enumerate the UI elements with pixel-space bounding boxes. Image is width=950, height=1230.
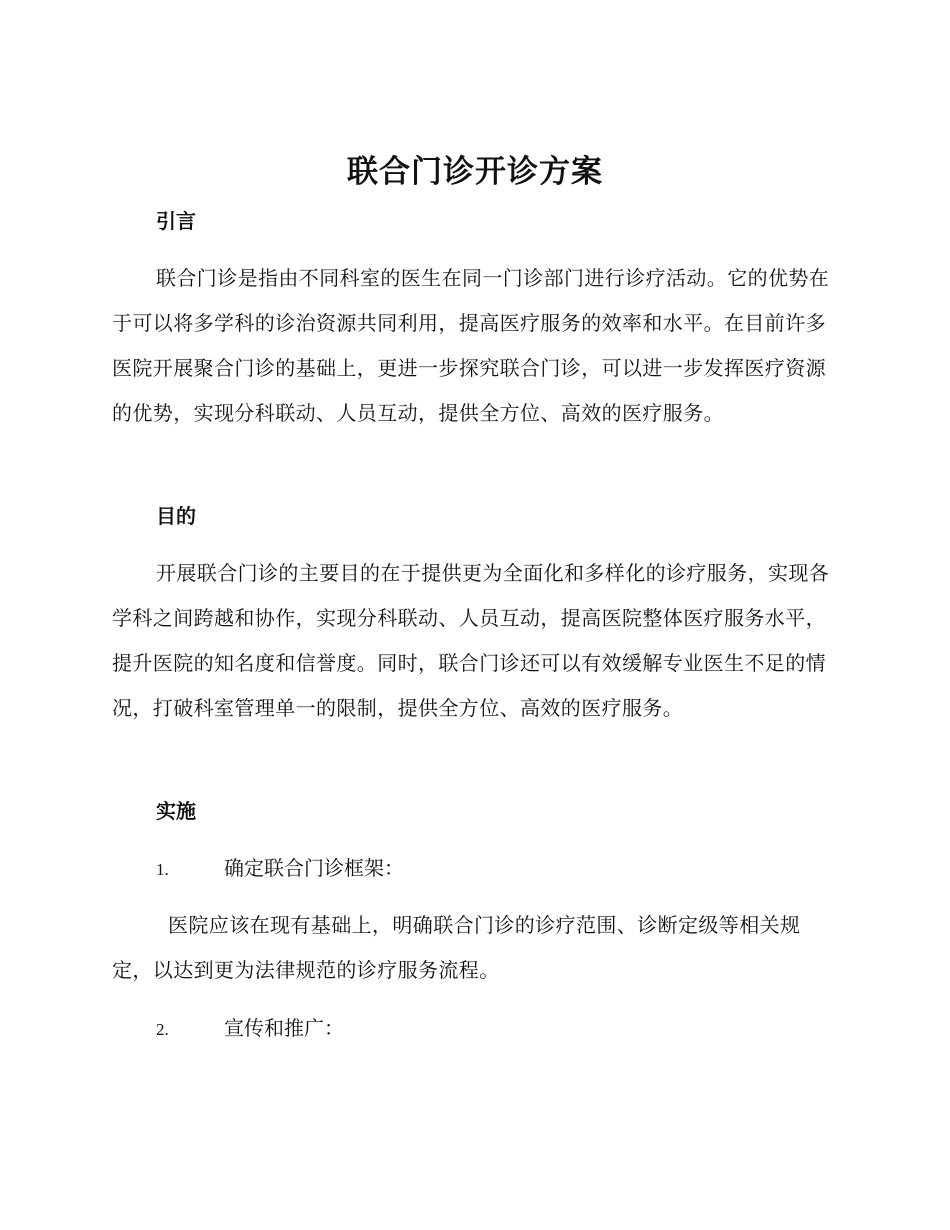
list-item xyxy=(156,854,404,884)
section-heading-purpose: 目的 xyxy=(156,504,196,528)
purpose-paragraph: 开展联合门诊的主要目的在于提供更为全面化和多样化的诊疗服务，实现各学科之间跨越和协作，实现分科联动、人员互动，提高医院整体医疗服务水平，提升医院的知名度和信誉度。同时，联合门诊还可以有效缓解专业医生不足的情况，打破科室管理单一的限制，提供全方位、高效的医疗服务。 xyxy=(112,561,830,720)
section-heading-intro: 引言 xyxy=(156,209,196,233)
list-item-number: 1. xyxy=(156,860,169,879)
list-item-label: 宣传和推广： xyxy=(224,1016,344,1040)
list-item-number: 2. xyxy=(156,1020,169,1039)
intro-paragraph: 联合门诊是指由不同科室的医生在同一门诊部门进行诊疗活动。它的优势在于可以将多学科的诊治资源共同利用，提高医疗服务的效率和水平。在目前许多医院开展聚合门诊的基础上，更进一步探究联合门诊，可以进一步发挥医疗资源的优势，实现分科联动、人员互动，提供全方位、高效的医疗服务。 xyxy=(112,266,830,425)
document-title: 联合门诊开诊方案 xyxy=(347,154,603,190)
section-heading-implementation: 实施 xyxy=(156,799,196,823)
list-item-label: 确定联合门诊框架： xyxy=(224,856,404,880)
framework-paragraph: 医院应该在现有基础上，明确联合门诊的诊疗范围、诊断定级等相关规定，以达到更为法律规范的诊疗服务流程。 xyxy=(112,913,801,982)
list-item xyxy=(156,1014,344,1044)
